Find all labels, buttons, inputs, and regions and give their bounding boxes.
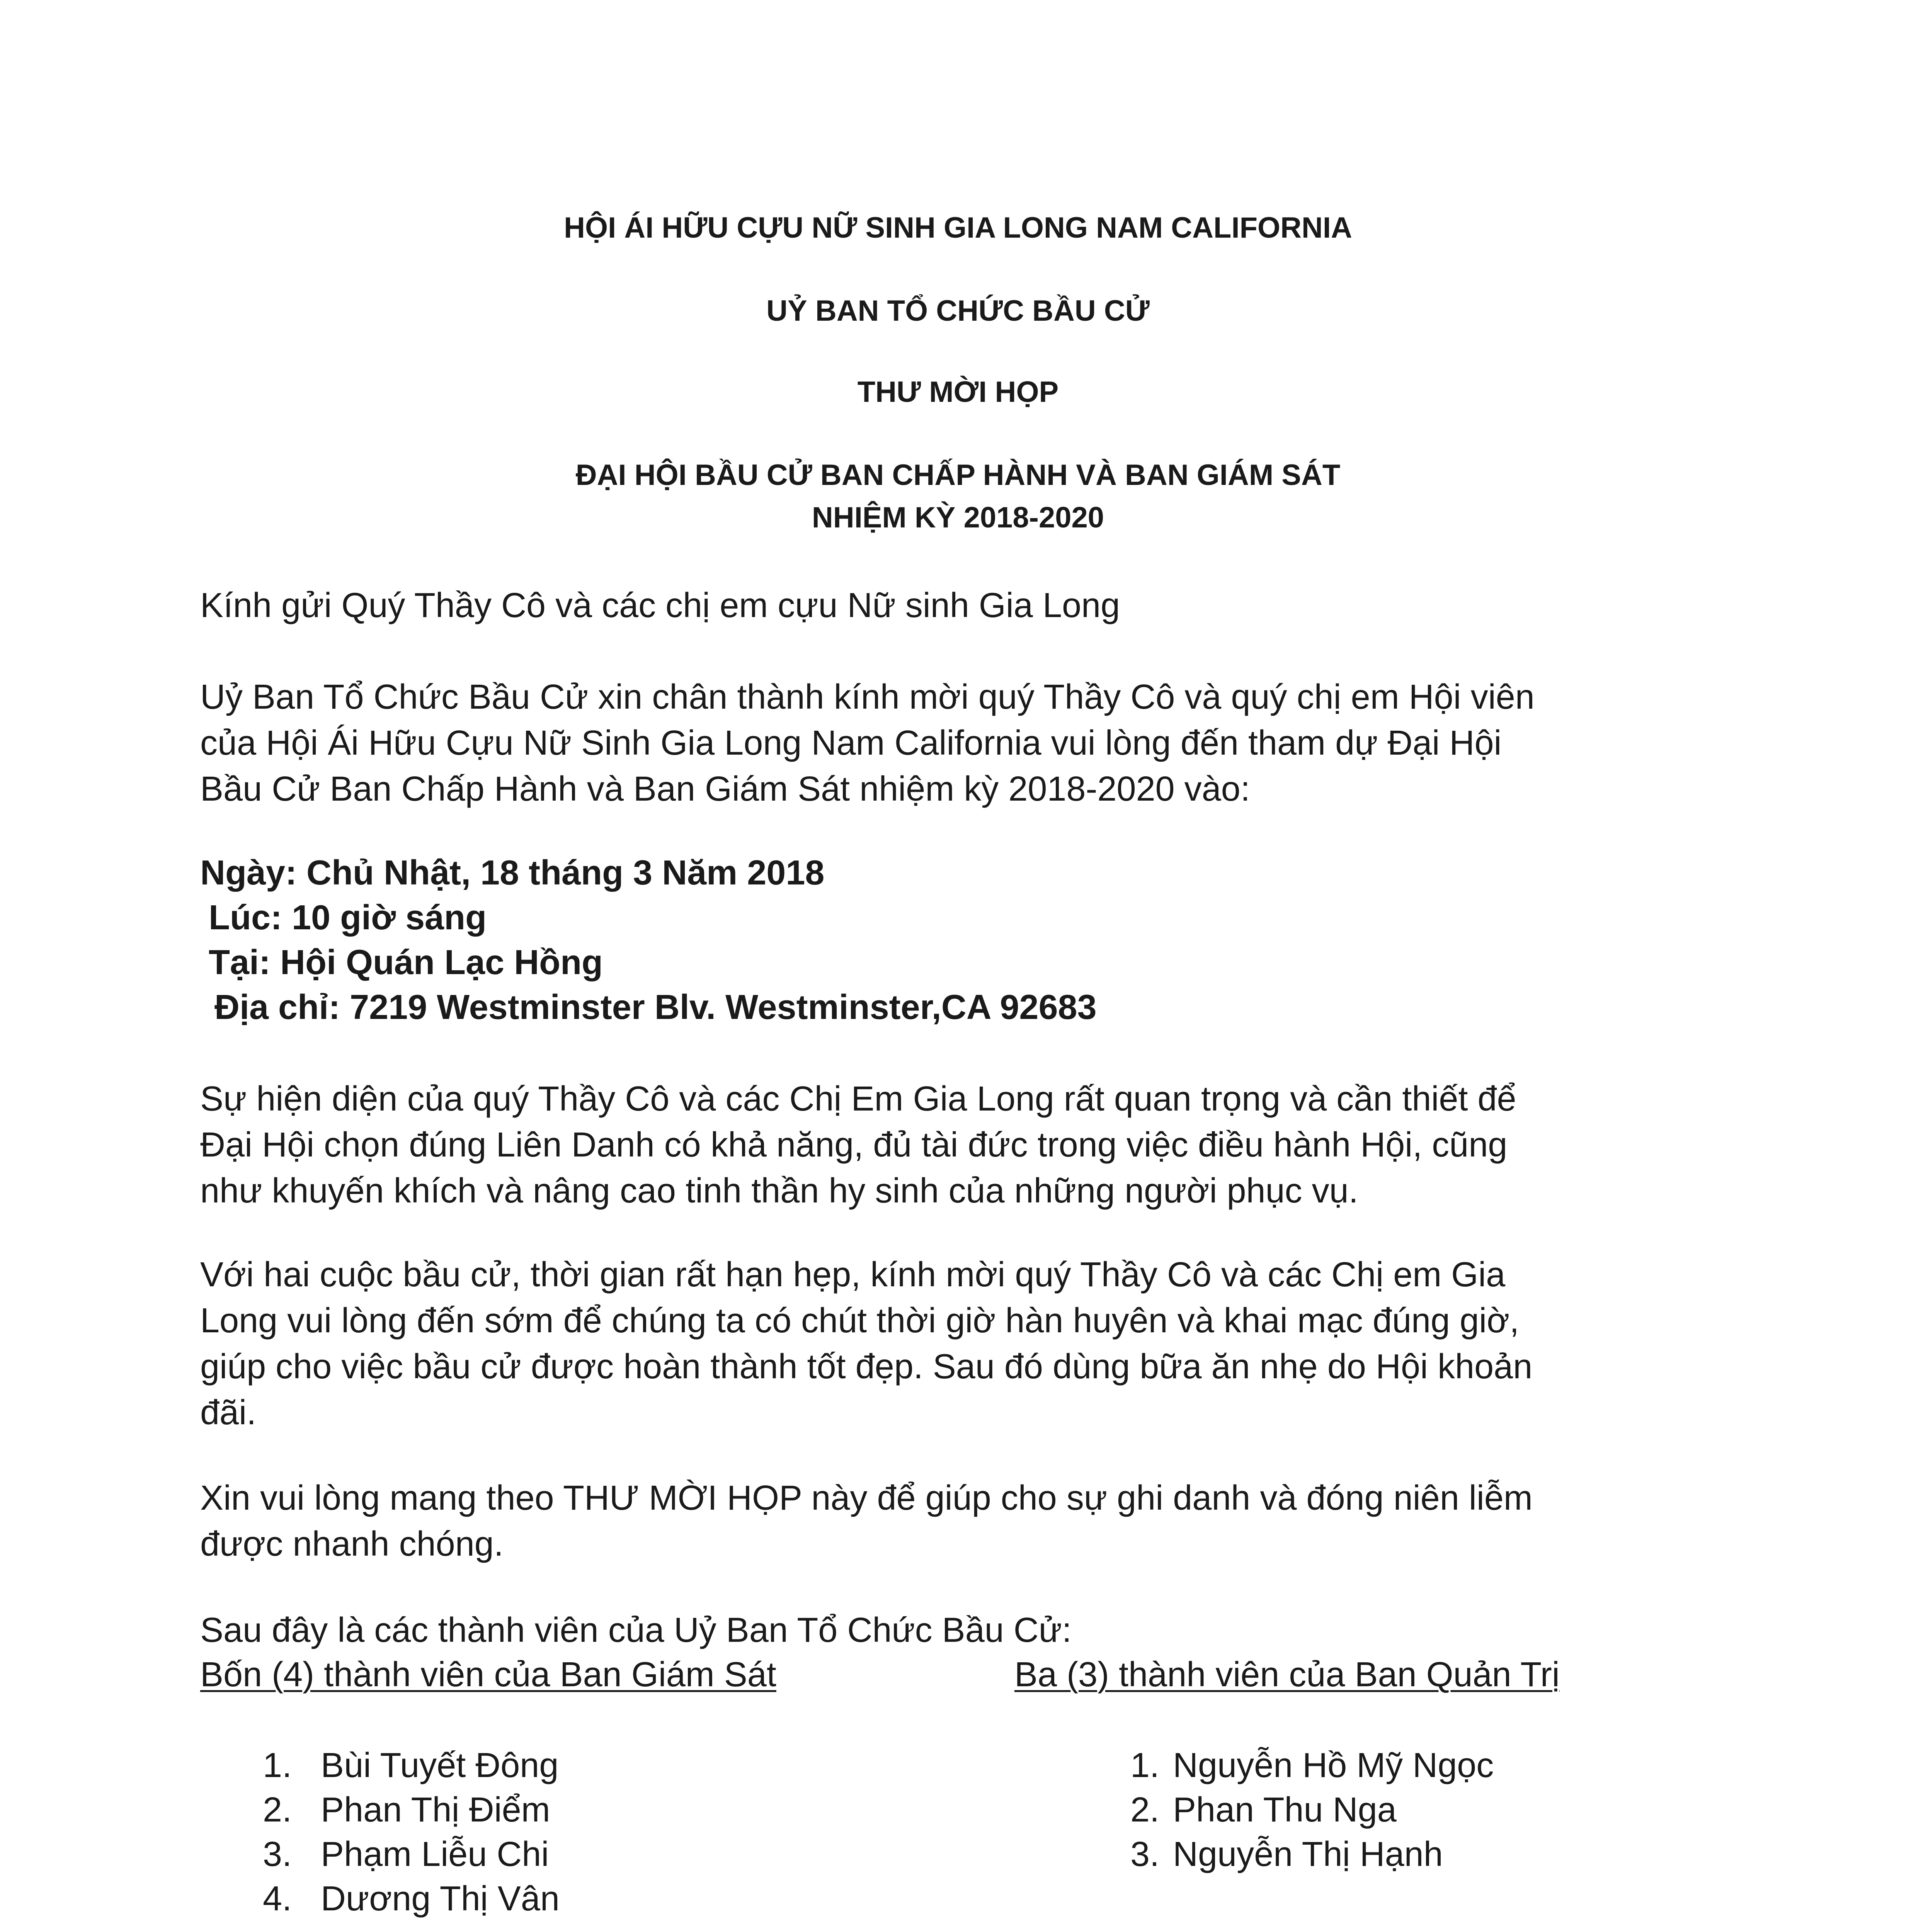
- greeting: Kính gửi Quý Thầy Cô và các chị em cựu Nữ sinh Gia Long: [200, 586, 1120, 625]
- presence-paragraph: Sự hiện diện của quý Thầy Cô và các Chị Em Gia Long rất quan trọng và cần thiết để Đại Hội chọn đúng Liên Danh có khả năng, đủ tài đức trong việc điều hành Hội, cũng như khuyến khích và nâng cao tinh thần hy sinh của những người phục vụ.: [200, 1080, 1516, 1210]
- supervisory-member: 4. Dương Thị Vân: [263, 1879, 560, 1918]
- event-date: Ngày: Chủ Nhật, 18 tháng 3 Năm 2018: [200, 854, 825, 892]
- supervisory-member: 1. Bùi Tuyết Đông: [263, 1746, 559, 1785]
- org-name: HỘI ÁI HỮU CỰU NỮ SINH GIA LONG NAM CALIFORNIA: [564, 211, 1352, 244]
- committee-name: UỶ BAN TỔ CHỨC BẦU CỬ: [766, 294, 1150, 327]
- bring-invitation-paragraph: Xin vui lòng mang theo THƯ MỜI HỌP này để giúp cho sự ghi danh và đóng niên liễm được nhanh chóng.: [200, 1479, 1533, 1563]
- event-time: Lúc: 10 giờ sáng: [209, 898, 487, 937]
- event-address: Địa chỉ: 7219 Westminster Blv. Westminster,CA 92683: [214, 988, 1097, 1027]
- management-member: 2. Phan Thu Nga: [1130, 1791, 1397, 1829]
- event-title: ĐẠI HỘI BẦU CỬ BAN CHẤP HÀNH VÀ BAN GIÁM SÁT: [575, 459, 1341, 492]
- letter-type: THƯ MỜI HỌP: [857, 376, 1059, 408]
- supervisory-heading: Bốn (4) thành viên của Ban Giám Sát: [200, 1655, 776, 1694]
- timing-paragraph: Với hai cuộc bầu cử, thời gian rất hạn hẹp, kính mời quý Thầy Cô và các Chị em Gia Long vui lòng đến sớm để chúng ta có chút thời giờ hàn huyên và khai mạc đúng giờ, giúp cho việc bầu cử được hoàn thành tốt đẹp. Sau đó dùng bữa ăn nhẹ do Hội khoản đãi.: [200, 1255, 1533, 1432]
- term: NHIỆM KỲ 2018-2020: [812, 501, 1104, 534]
- management-member: 3. Nguyễn Thị Hạnh: [1130, 1835, 1443, 1874]
- management-member: 1. Nguyễn Hồ Mỹ Ngọc: [1130, 1746, 1494, 1785]
- supervisory-member: 3. Phạm Liễu Chi: [263, 1835, 549, 1874]
- event-place: Tại: Hội Quán Lạc Hồng: [209, 943, 603, 982]
- members-intro: Sau đây là các thành viên của Uỷ Ban Tổ Chức Bầu Cử:: [200, 1611, 1072, 1650]
- intro-paragraph: Uỷ Ban Tổ Chức Bầu Cử xin chân thành kính mời quý Thầy Cô và quý chị em Hội viên của Hội Ái Hữu Cựu Nữ Sinh Gia Long Nam California vui lòng đến tham dự Đại Hội Bầu Cử Ban Chấp Hành và Ban Giám Sát nhiệm kỳ 2018-2020 vào:: [200, 678, 1535, 808]
- management-heading: Ba (3) thành viên của Ban Quản Trị: [1014, 1655, 1560, 1694]
- supervisory-member: 2. Phan Thị Điểm: [263, 1791, 550, 1829]
